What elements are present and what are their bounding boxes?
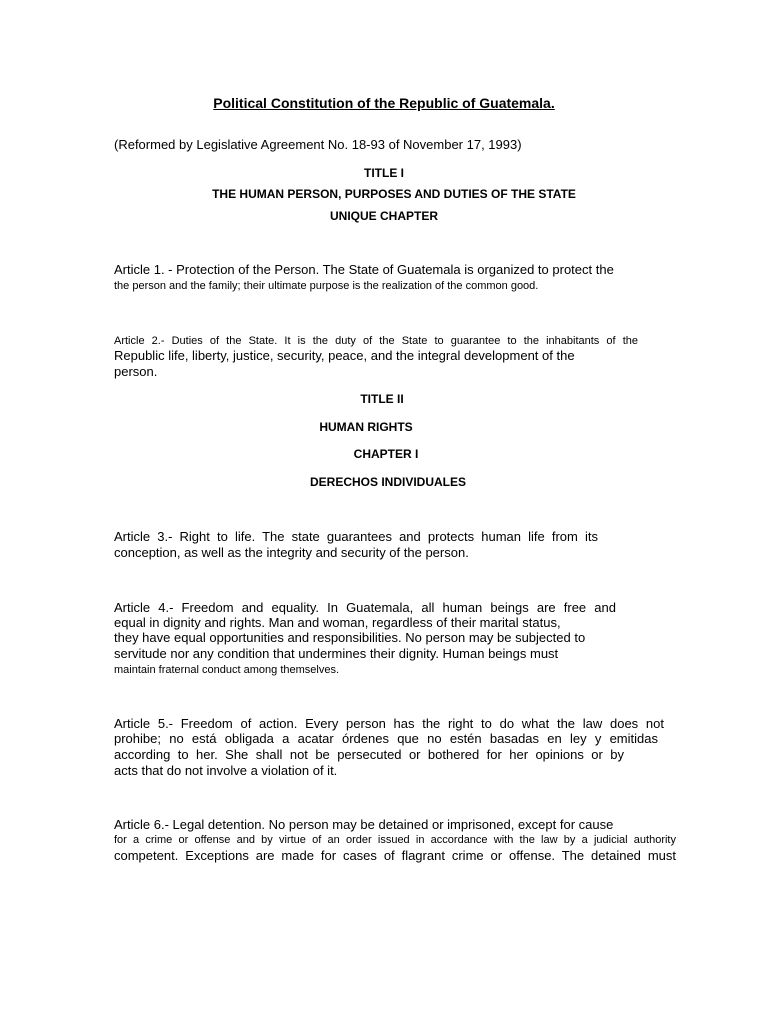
unique-chapter-heading: UNIQUE CHAPTER xyxy=(329,209,438,223)
article-2-line-2: Republic life, liberty, justice, security, peace, and the integral development of the xyxy=(114,348,575,363)
chapter-i-heading: CHAPTER I xyxy=(353,447,419,461)
article-4-line-1: Article 4.- Freedom and equality. In Guatemala, all human beings are free and xyxy=(114,600,616,615)
article-4-line-3: they have equal opportunities and responsibilities. No person may be subjected to xyxy=(114,630,586,645)
title-i-heading: THE HUMAN PERSON, PURPOSES AND DUTIES OF THE STATE xyxy=(212,187,576,201)
article-1-line-2: the person and the family; their ultimate purpose is the realization of the common good. xyxy=(114,280,539,292)
article-4-line-2: equal in dignity and rights. Man and woman, regardless of their marital status, xyxy=(114,615,561,630)
article-6-line-1: Article 6.- Legal detention. No person may be detained or imprisoned, except for cause xyxy=(114,817,614,832)
article-2-line-1: Article 2.- Duties of the State. It is the duty of the State to guarantee to the inhabitants of the xyxy=(114,335,638,347)
article-2-line-3: person. xyxy=(114,364,158,379)
article-4-line-4: servitude nor any condition that undermines their dignity. Human beings must xyxy=(114,646,559,661)
article-5-line-4: acts that do not involve a violation of it. xyxy=(114,763,338,778)
derechos-individuales-heading: DERECHOS INDIVIDUALES xyxy=(309,475,467,489)
article-6-line-2: for a crime or offense and by virtue of an order issued in accordance with the law by a judicial authority xyxy=(114,834,676,846)
article-4-line-5: maintain fraternal conduct among themselves. xyxy=(114,664,340,676)
article-3-line-1: Article 3.- Right to life. The state guarantees and protects human life from its xyxy=(114,529,598,544)
document-title: Political Constitution of the Republic of Guatemala. xyxy=(213,95,555,111)
article-5-line-3: according to her. She shall not be persecuted or bothered for her opinions or by xyxy=(114,747,624,762)
title-ii: TITLE II xyxy=(360,392,404,406)
reform-note: (Reformed by Legislative Agreement No. 18-93 of November 17, 1993) xyxy=(114,137,522,152)
article-3-line-2: conception, as well as the integrity and security of the person. xyxy=(114,545,469,560)
title-i: TITLE I xyxy=(364,166,404,180)
article-6-line-3: competent. Exceptions are made for cases of flagrant crime or offense. The detained must xyxy=(114,848,676,863)
article-5-line-2: prohibe; no está obligada a acatar órdenes que no estén basadas en ley y emitidas xyxy=(114,731,658,746)
article-1-line-1: Article 1. - Protection of the Person. The State of Guatemala is organized to protect the xyxy=(114,262,614,277)
human-rights-heading: HUMAN RIGHTS xyxy=(319,420,413,434)
article-5-line-1: Article 5.- Freedom of action. Every person has the right to do what the law does not xyxy=(114,716,664,731)
